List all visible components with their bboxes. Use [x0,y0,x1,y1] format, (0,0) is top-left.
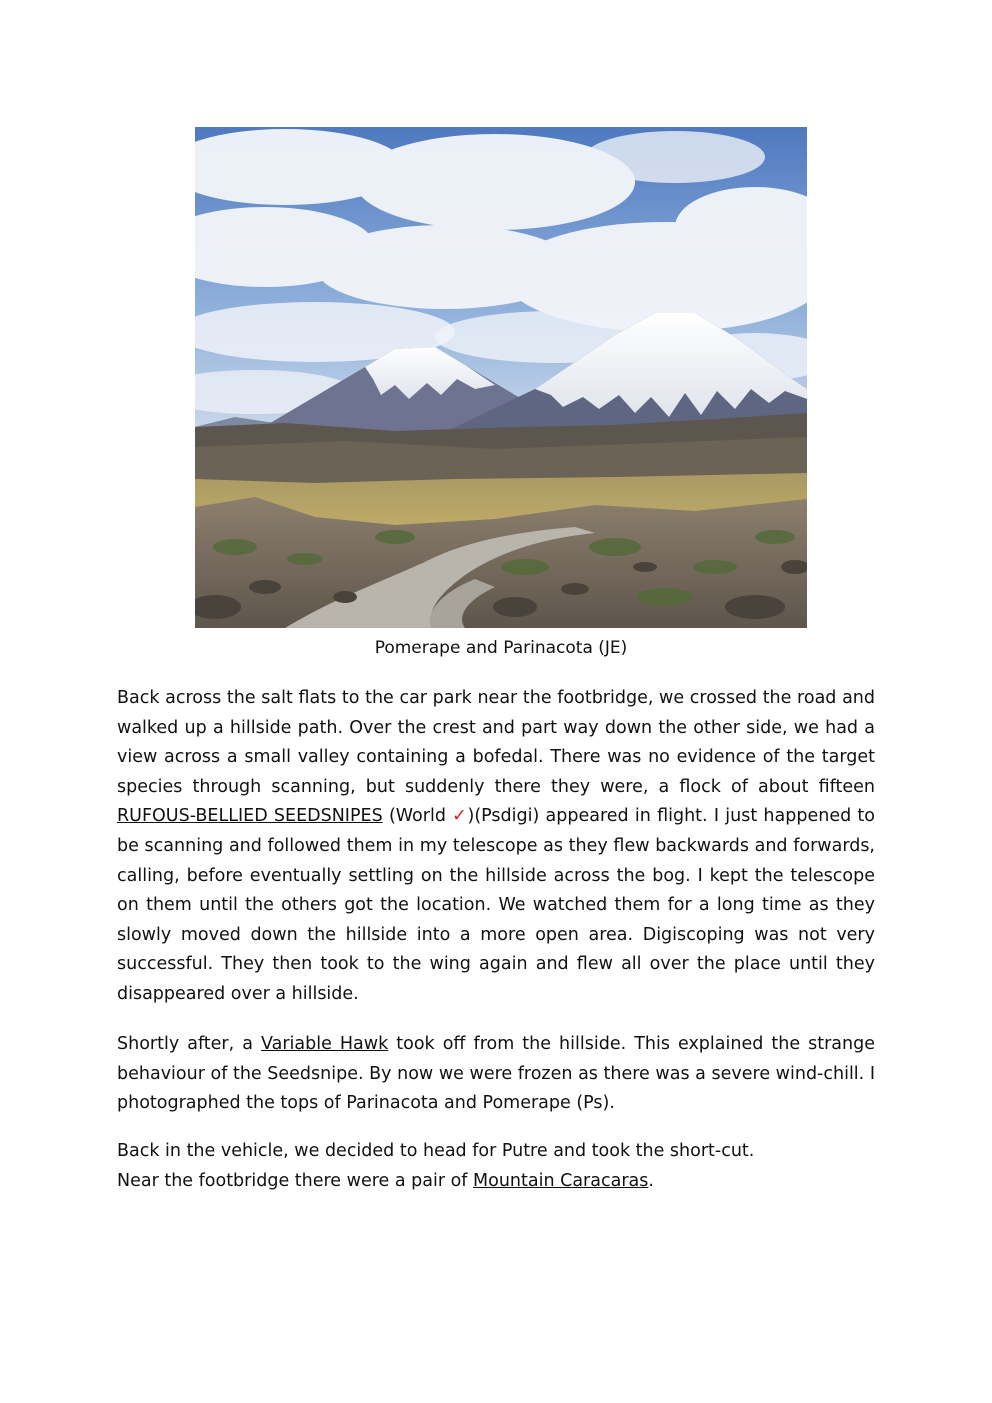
figure-caption: Pomerape and Parinacota (JE) [374,638,628,658]
species-rufous-bellied-seedsnipe: RUFOUS-BELLIED SEEDSNIPES [117,806,383,827]
text-run: Near the footbridge there were a pair of [117,1170,474,1191]
paragraph-variable-hawk [117,1030,875,1119]
text-run: Shortly after, a [117,1034,261,1054]
text-run: (World [382,806,453,827]
species-mountain-caracara: Mountain Caracaras [473,1170,649,1191]
text-line [117,1167,875,1197]
text-run: Back in the vehicle, we decided to head for Putre and took the short-cut. [117,1141,755,1161]
red-tick-mark: ✓ [452,806,468,827]
text-run: Back across the salt flats to the car park near the footbridge, we crossed the road and walked up a hillside path. Over the crest and part way down the other side, we had a view across a small valley containing a bofedal. There was no evidence of the target species through scanning, but suddenly there they were, a flock of about fifteen [117,688,875,797]
species-variable-hawk: Variable Hawk [261,1034,389,1054]
text-run: )(Psdigi) appeared in flight. I just happened to be scanning and followed them in my telescope as they flew backwards and forwards, calling, before eventually settling on the hillside across the bog. I kept the telescope on them until the others got the location. We watched them for a long time as they slowly moved down the hillside into a more open area. Digiscoping was not very successful. They then took to the wing again and flew all over the place until they disappeared over a hillside. [117,806,875,1004]
text-run: . [648,1170,654,1191]
text-run: took off from the hillside. This explained the strange behaviour of the Seedsnipe. By now we were frozen as there was a severe wind-chill. I photographed the tops of Parinacota and Pomerape (Ps). [117,1034,875,1114]
landscape-photo [195,127,807,628]
text-line [117,1137,875,1167]
paragraph-seedsnipes [117,684,875,1010]
paragraph-mountain-caracaras [117,1137,875,1196]
